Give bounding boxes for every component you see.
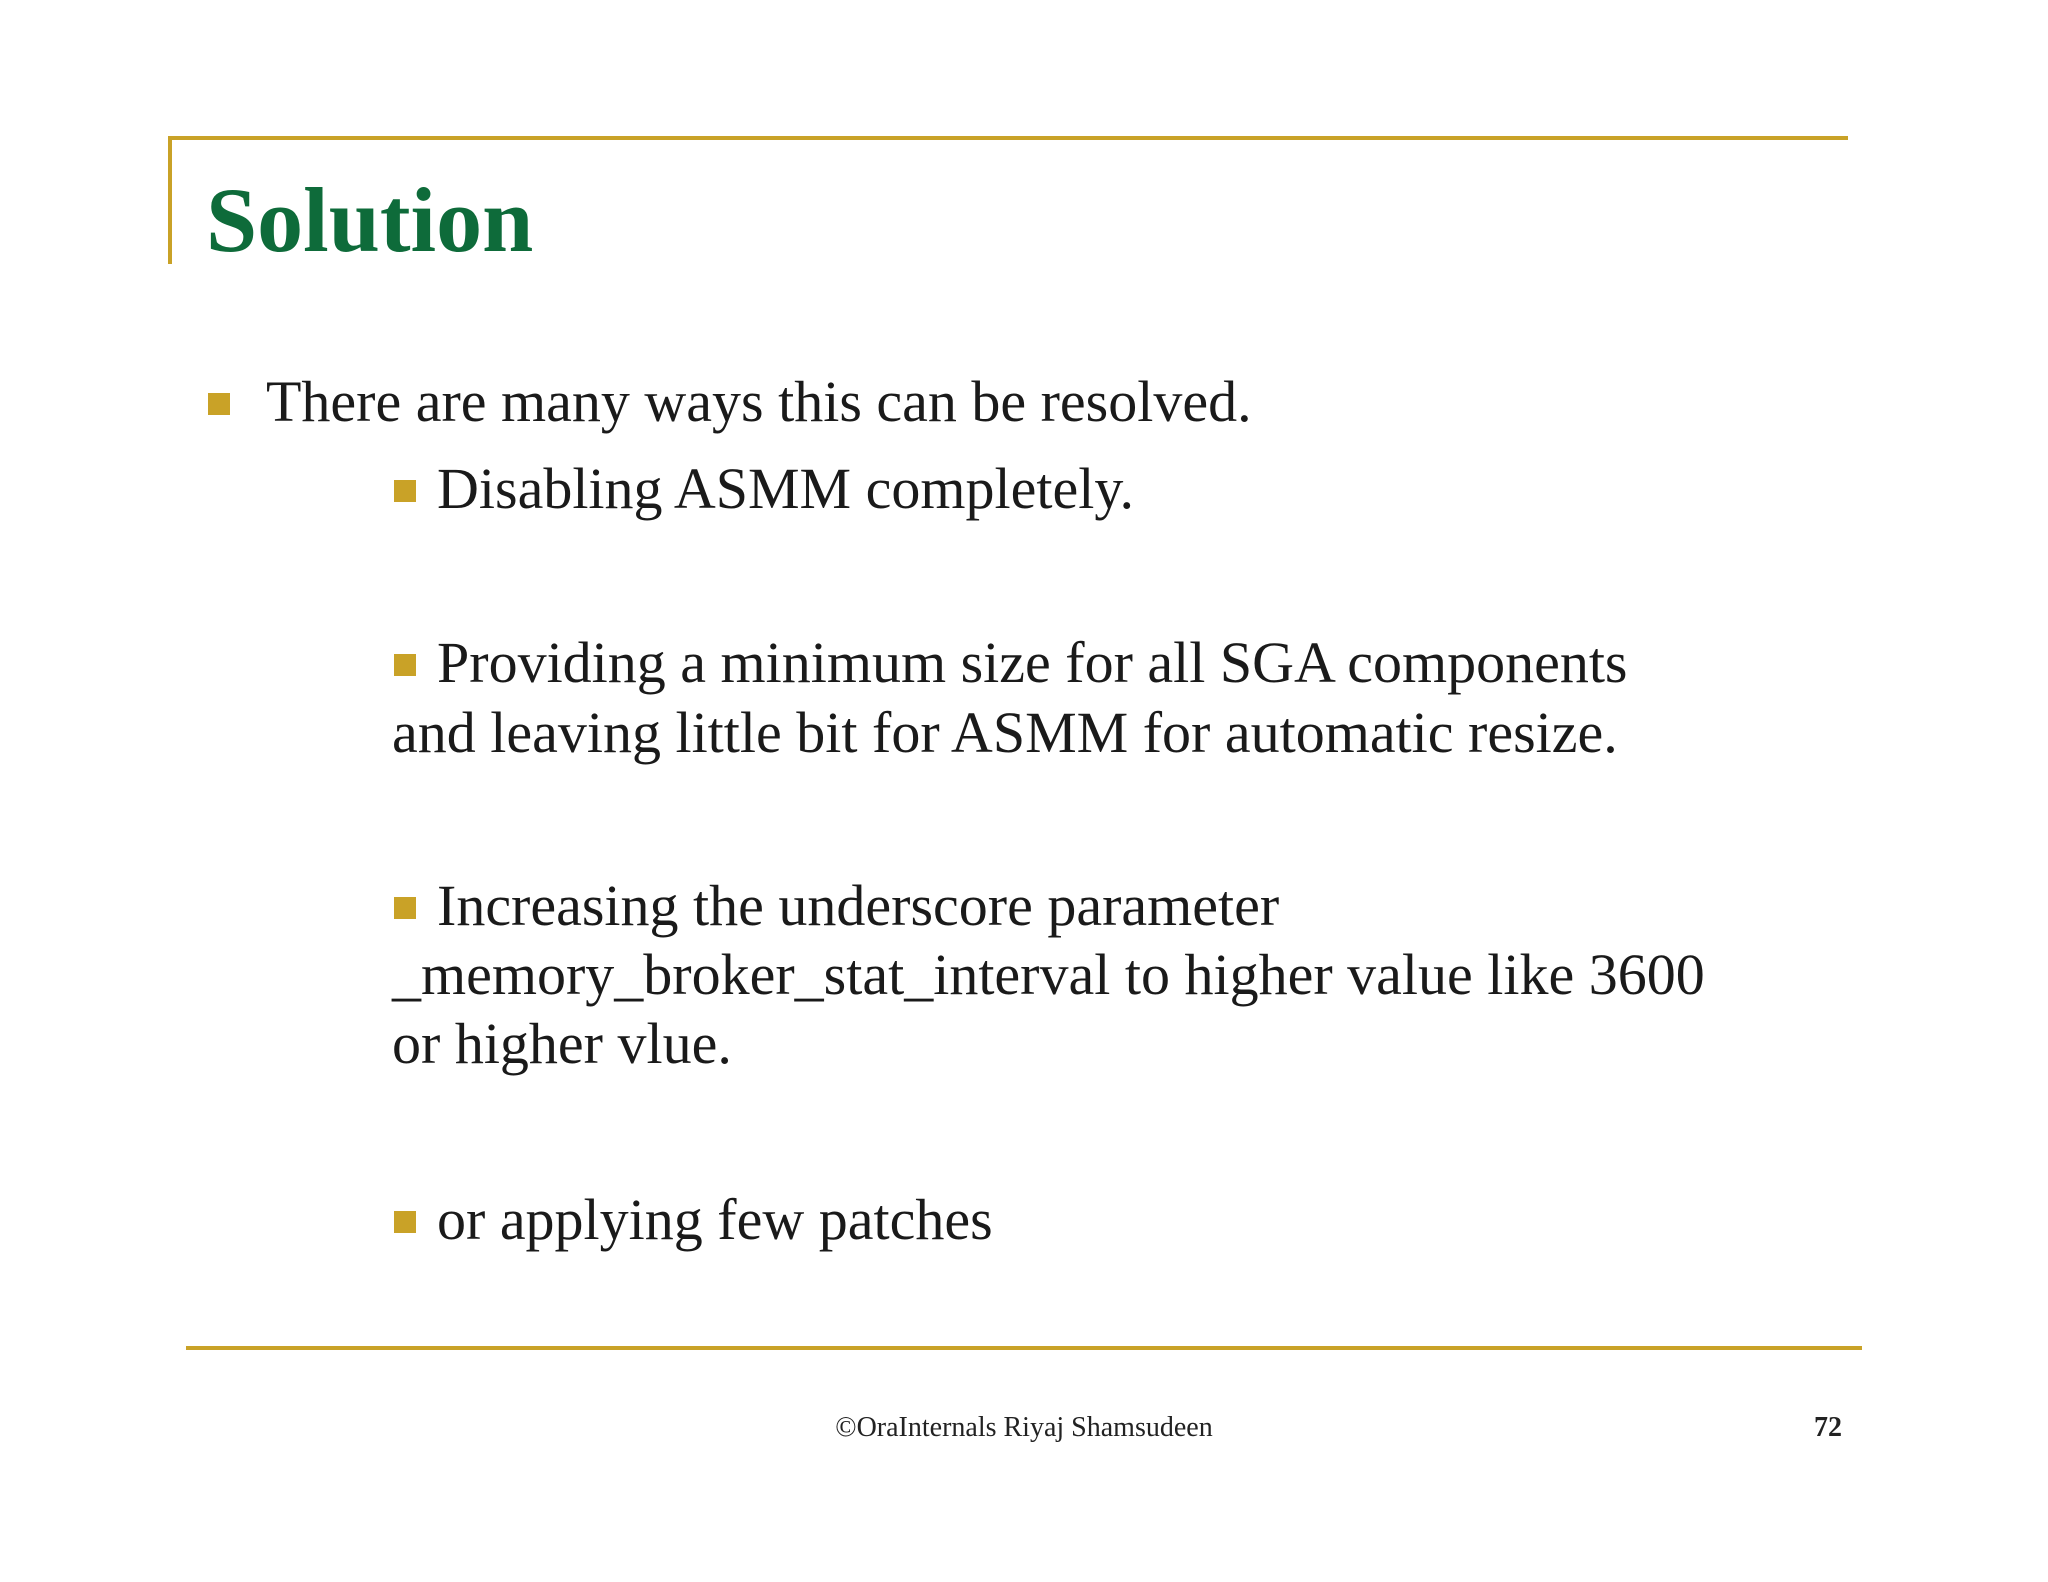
sub-point-2-line-1: Providing a minimum size for all SGA components [437, 630, 1628, 695]
sub-point-1-line-1: Disabling ASMM completely. [437, 456, 1135, 521]
main-point-text: There are many ways this can be resolved. [266, 369, 1252, 434]
sub-bullet-icon [394, 897, 416, 919]
footer-credit: ©OraInternals Riyaj Shamsudeen [835, 1412, 1213, 1443]
sub-bullet-icon [394, 480, 416, 502]
main-bullet-icon [208, 393, 230, 415]
slide-title: Solution [206, 169, 534, 271]
sub-point-4-line-1: or applying few patches [437, 1187, 993, 1252]
sub-point-2-line-2: and leaving little bit for ASMM for automatic resize. [392, 700, 1618, 765]
footer-divider [186, 1346, 1862, 1350]
sub-point-3-line-1: Increasing the underscore parameter [437, 873, 1280, 938]
sub-bullet-icon [394, 654, 416, 676]
sub-point-3-line-3: or higher vlue. [392, 1011, 732, 1076]
sub-bullet-icon [394, 1211, 416, 1233]
title-frame-left-rule [168, 136, 172, 264]
sub-point-3-line-2: _memory_broker_stat_interval to higher value like 3600 [392, 942, 1705, 1007]
title-frame-top-rule [168, 136, 1848, 140]
page-number: 72 [1814, 1412, 1842, 1443]
